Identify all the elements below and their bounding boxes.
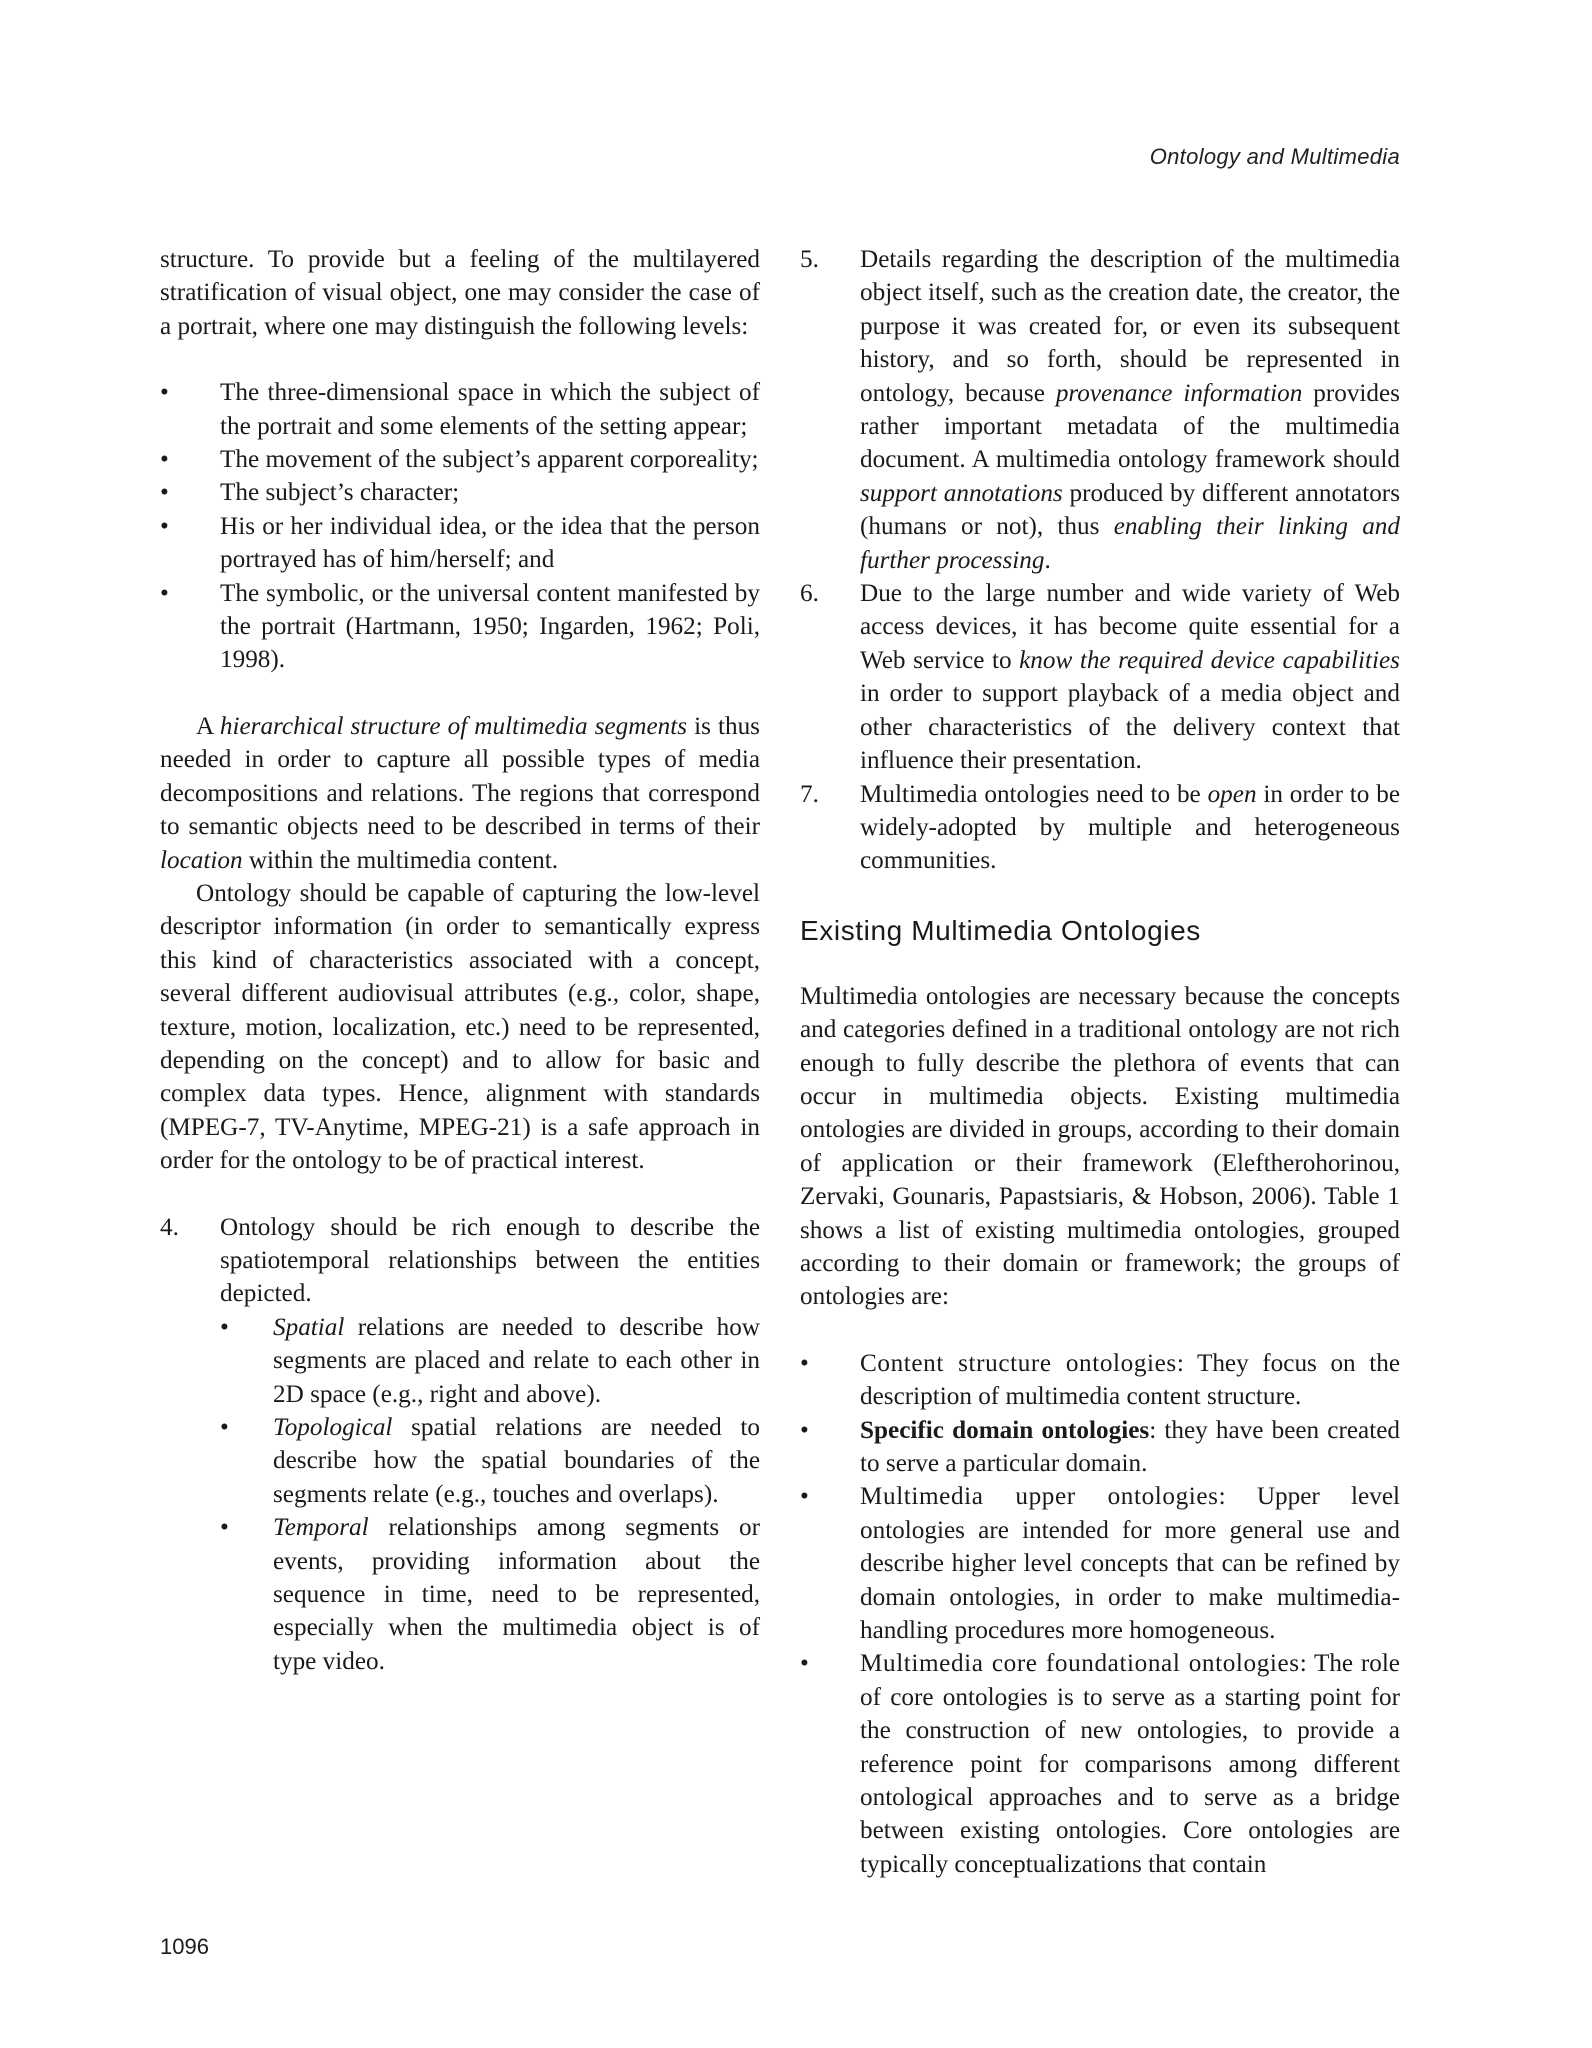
- list-item: • The symbolic, or the universal content manifested by the portrait (Hartmann, 1950; Ingarden, 1962; Poli, 1998).: [160, 577, 760, 677]
- bullet-icon: •: [160, 512, 169, 540]
- item-number: 7.: [800, 780, 819, 808]
- section-paragraph: Multimedia ontologies are necessary because the concepts and categories defined in a traditional ontology are not rich enough to fully describe the plethora of events that can occur in multimedia objects. Existing multimedia ontologies are divided in groups, according to their domain of application or their framework (Eleftherohorinou, Zervaki, Gounaris, Papastsiaris, & Hobson, 2006). Table 1 shows a list of existing multimedia ontologies, grouped according to their domain or framework; the groups of ontologies are:: [800, 982, 1400, 1311]
- spacer: [800, 948, 1400, 980]
- bullet-icon: •: [800, 1483, 809, 1511]
- item-number: 6.: [800, 580, 819, 608]
- list-item: • The subject’s character;: [160, 476, 760, 509]
- sub-list-item: • Temporal relationships among segments or events, providing information about the sequence in time, need to be represented, especially when the multimedia object is of type video.: [160, 1511, 760, 1678]
- body-paragraph: Ontology should be capable of capturing the low-level descriptor information (in order to semantically express this kind of characteristics associated with a concept, several different audiovisual attributes (e.g., color, shape, texture, motion, localization, etc.) need to be represented, depending on the concept) and to allow for basic and complex data types. Hence, alignment with standards (MPEG-7, TV-Anytime, MPEG-21) is a safe approach in order for the ontology to be of practical interest.: [160, 879, 760, 1175]
- list-item: • Content structure ontologies: They focus on the description of multimedia content structure.: [800, 1347, 1400, 1414]
- running-header: Ontology and Multimedia: [1149, 144, 1400, 169]
- bullet-icon: •: [220, 1313, 229, 1341]
- spacer: [160, 343, 760, 376]
- list-item: • Specific domain ontologies: they have been created to serve a particular domain.: [800, 1414, 1400, 1481]
- spacer: [800, 878, 1400, 914]
- sub-list-item: • Spatial relations are needed to describe how segments are placed and relate to each other in 2D space (e.g., right and above).: [160, 1311, 760, 1411]
- list-item: • His or her individual idea, or the idea that the person portrayed has of him/herself; and: [160, 510, 760, 577]
- numbered-item-6: 6. Due to the large number and wide variety of Web access devices, it has become quite essential for a Web service to know the required device capabilities in order to support playback of a media object and other characteristics of the delivery context that influence their presentation.: [800, 577, 1400, 777]
- bullet-icon: •: [160, 379, 169, 407]
- body-paragraph: A hierarchical structure of multimedia segments is thus needed in order to capture all possible types of media decompositions and relations. The regions that correspond to semantic objects need to be described in terms of their location within the multimedia content.: [160, 712, 760, 874]
- bullet-icon: •: [800, 1416, 809, 1444]
- numbered-item-4: 4. Ontology should be rich enough to describe the spatiotemporal relationships between the entities depicted.: [160, 1211, 760, 1311]
- list-item: • The movement of the subject’s apparent corporeality;: [160, 443, 760, 476]
- intro-paragraph: structure. To provide but a feeling of the multilayered stratification of visual object, one may consider the case of a portrait, where one may distinguish the following levels:: [160, 246, 760, 340]
- bullet-icon: •: [220, 1414, 229, 1441]
- bullet-icon: •: [160, 479, 169, 507]
- spacer: [160, 677, 760, 710]
- bullet-icon: •: [160, 446, 169, 474]
- list-item: • Multimedia upper ontologies: Upper level ontologies are intended for more general use and describe higher level concepts that can be refined by domain ontologies, in order to make multimedia-handling procedures more homogeneous.: [800, 1480, 1400, 1647]
- bullet-icon: •: [160, 579, 169, 607]
- numbered-item-5: 5. Details regarding the description of the multimedia object itself, such as the creation date, the creator, the purpose it was created for, or even its subsequent history, and so forth, should be represented in ontology, because provenance information provides rather important metadata of the multimedia document. A multimedia ontology framework should support annotations produced by different annotators (humans or not), thus enabling their linking and further processing.: [800, 243, 1400, 577]
- item-number: 5.: [800, 246, 819, 273]
- left-column: [160, 243, 760, 1678]
- section-heading: Existing Multimedia Ontologies: [800, 914, 1201, 946]
- bullet-icon: •: [220, 1514, 229, 1542]
- spacer: [160, 1178, 760, 1211]
- numbered-item-7: 7. Multimedia ontologies need to be open in order to be widely-adopted by multiple and heterogeneous communities.: [800, 778, 1400, 878]
- item-number: 4.: [160, 1213, 179, 1241]
- right-column: [800, 243, 1400, 1881]
- spacer: [800, 1314, 1400, 1347]
- bullet-icon: •: [800, 1650, 809, 1678]
- bullet-icon: •: [800, 1349, 809, 1377]
- list-item: • Multimedia core foundational ontologies: The role of core ontologies is to serve as a starting point for the construction of new ontologies, to provide a reference point for comparisons among different ontological approaches and to serve as a bridge between existing ontologies. Core ontologies are typically conceptualizations that contain: [800, 1647, 1400, 1881]
- page-number: 1096: [160, 1934, 209, 1959]
- list-item: • The three-dimensional space in which the subject of the portrait and some elements of the setting appear;: [160, 376, 760, 443]
- sub-list-item: • Topological spatial relations are needed to describe how the spatial boundaries of the segments relate (e.g., touches and overlaps).: [160, 1411, 760, 1511]
